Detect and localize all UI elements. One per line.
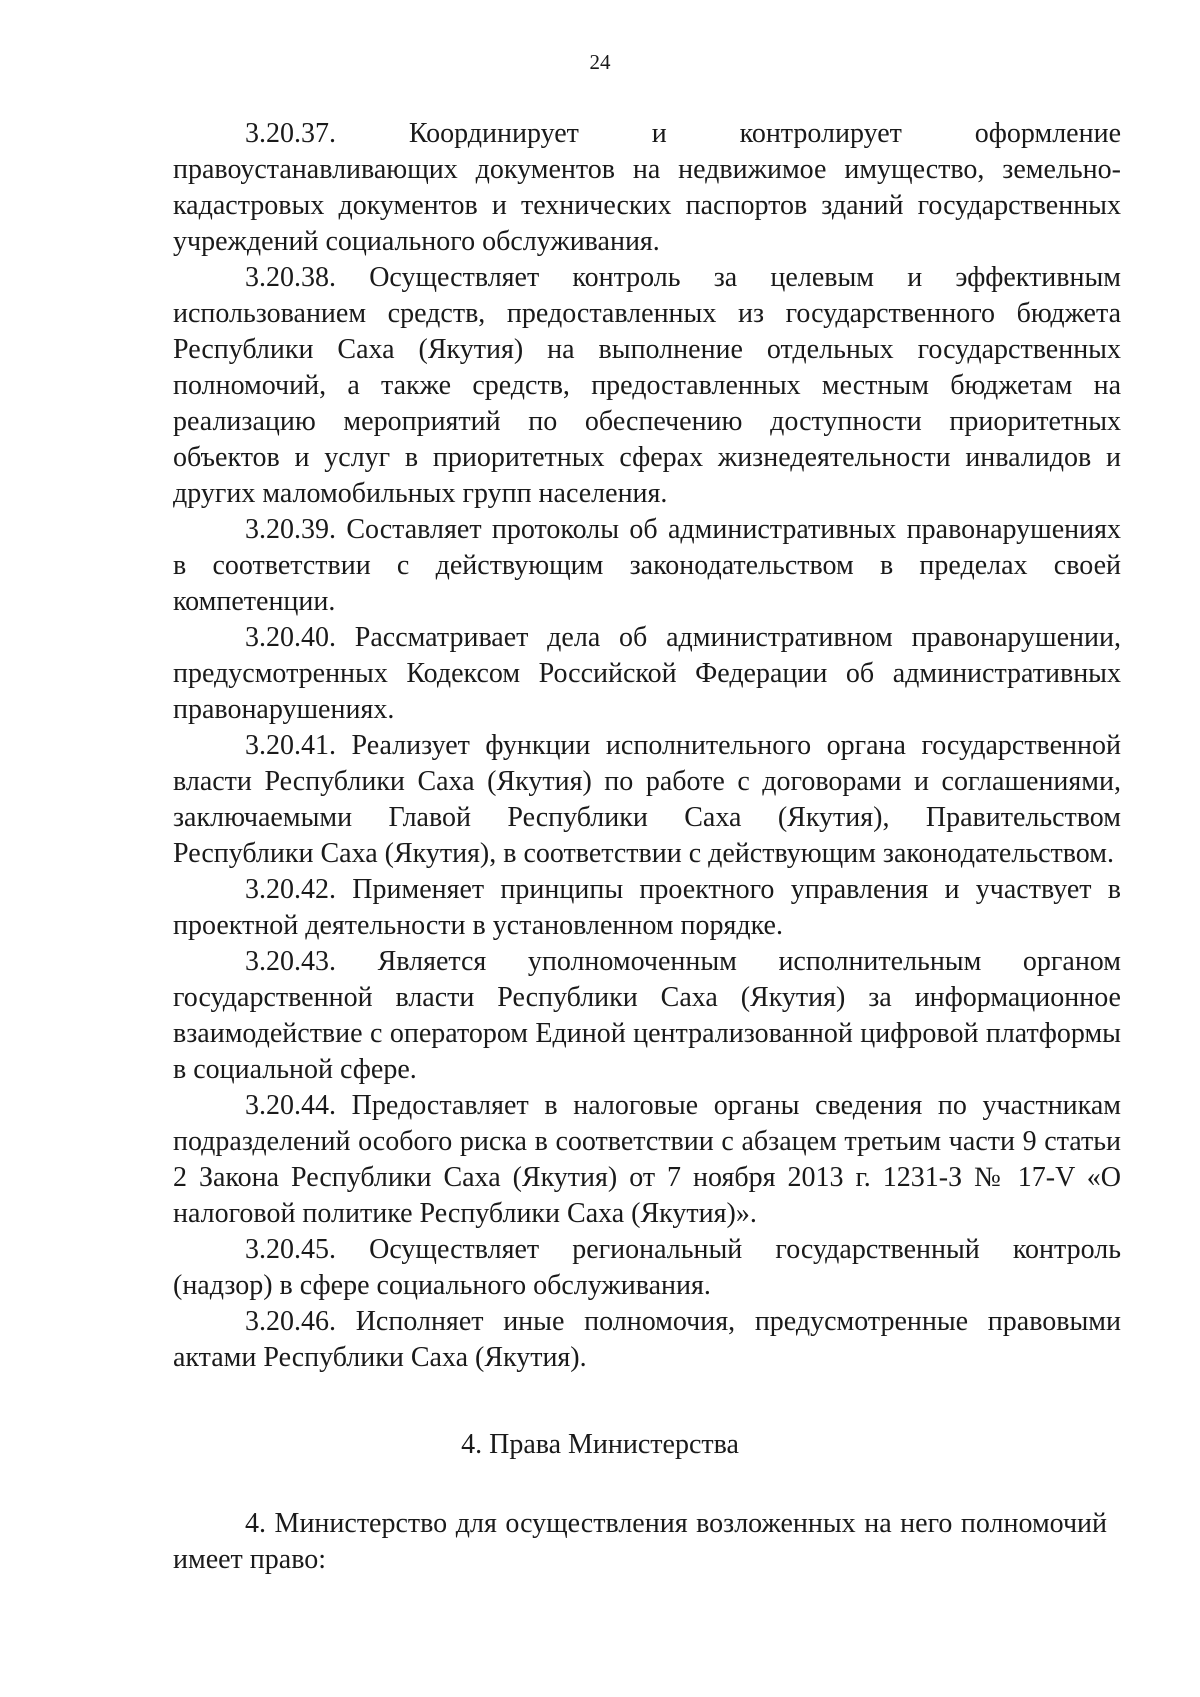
paragraph-3-20-42: 3.20.42. Применяет принципы проектного управления и участвует в проектной деятельности в установленном порядке. <box>173 874 1121 941</box>
paragraph-3-20-44: 3.20.44. Предоставляет в налоговые органы сведения по участникам подразделений особого риска в соответствии с абзацем третьим части 9 статьи 2 Закона Республики Саха (Якутия) от 7 ноября 2013 г. 1231-З № 17-V «О налоговой политике Республики Саха (Якутия)». <box>173 1090 1121 1229</box>
paragraph-3-20-39: 3.20.39. Составляет протоколы об административных правонарушениях в соответствии с действующим законодательством в пределах своей компетенции. <box>173 514 1121 617</box>
paragraph-3-20-38: 3.20.38. Осуществляет контроль за целевым и эффективным использованием средств, предоставленных из государственного бюджета Республики Саха (Якутия) на выполнение отдельных государственных полномочий, а также средств, предоставленных местным бюджетам на реализацию мероприятий по обеспечению доступности приоритетных объектов и услуг в приоритетных сферах жизнедеятельности инвалидов и других маломобильных групп населения. <box>173 262 1121 509</box>
section-body <box>173 1506 1107 1578</box>
paragraph-3-20-43: 3.20.43. Является уполномоченным исполнительным органом государственной власти Республики Саха (Якутия) за информационное взаимодействие с оператором Единой централизованной цифровой платформы в социальной сфере. <box>173 946 1121 1085</box>
page-number: 24 <box>589 50 611 74</box>
paragraph-4: 4. Министерство для осуществления возложенных на него полномочий имеет право: <box>173 1508 1107 1575</box>
paragraph-3-20-46: 3.20.46. Исполняет иные полномочия, предусмотренные правовыми актами Республики Саха (Якутия). <box>173 1306 1121 1373</box>
paragraph-3-20-45: 3.20.45. Осуществляет региональный государственный контроль (надзор) в сфере социального обслуживания. <box>173 1234 1121 1301</box>
paragraph-3-20-40: 3.20.40. Рассматривает дела об административном правонарушении, предусмотренных Кодексом Российской Федерации об административных правонарушениях. <box>173 622 1121 725</box>
section-heading: 4. Права Министерства <box>461 1429 739 1460</box>
paragraph-3-20-41: 3.20.41. Реализует функции исполнительного органа государственной власти Республики Саха (Якутия) по работе с договорами и соглашениями, заключаемыми Главой Республики Саха (Якутия), Правительством Республики Саха (Якутия), в соответствии с действующим законодательством. <box>173 730 1121 869</box>
paragraph-3-20-37: 3.20.37. Координирует и контролирует оформление правоустанавливающих документов на недвижимое имущество, земельно-кадастровых документов и технических паспортов зданий государственных учреждений социального обслуживания. <box>173 118 1121 257</box>
document-body <box>173 116 1121 1376</box>
